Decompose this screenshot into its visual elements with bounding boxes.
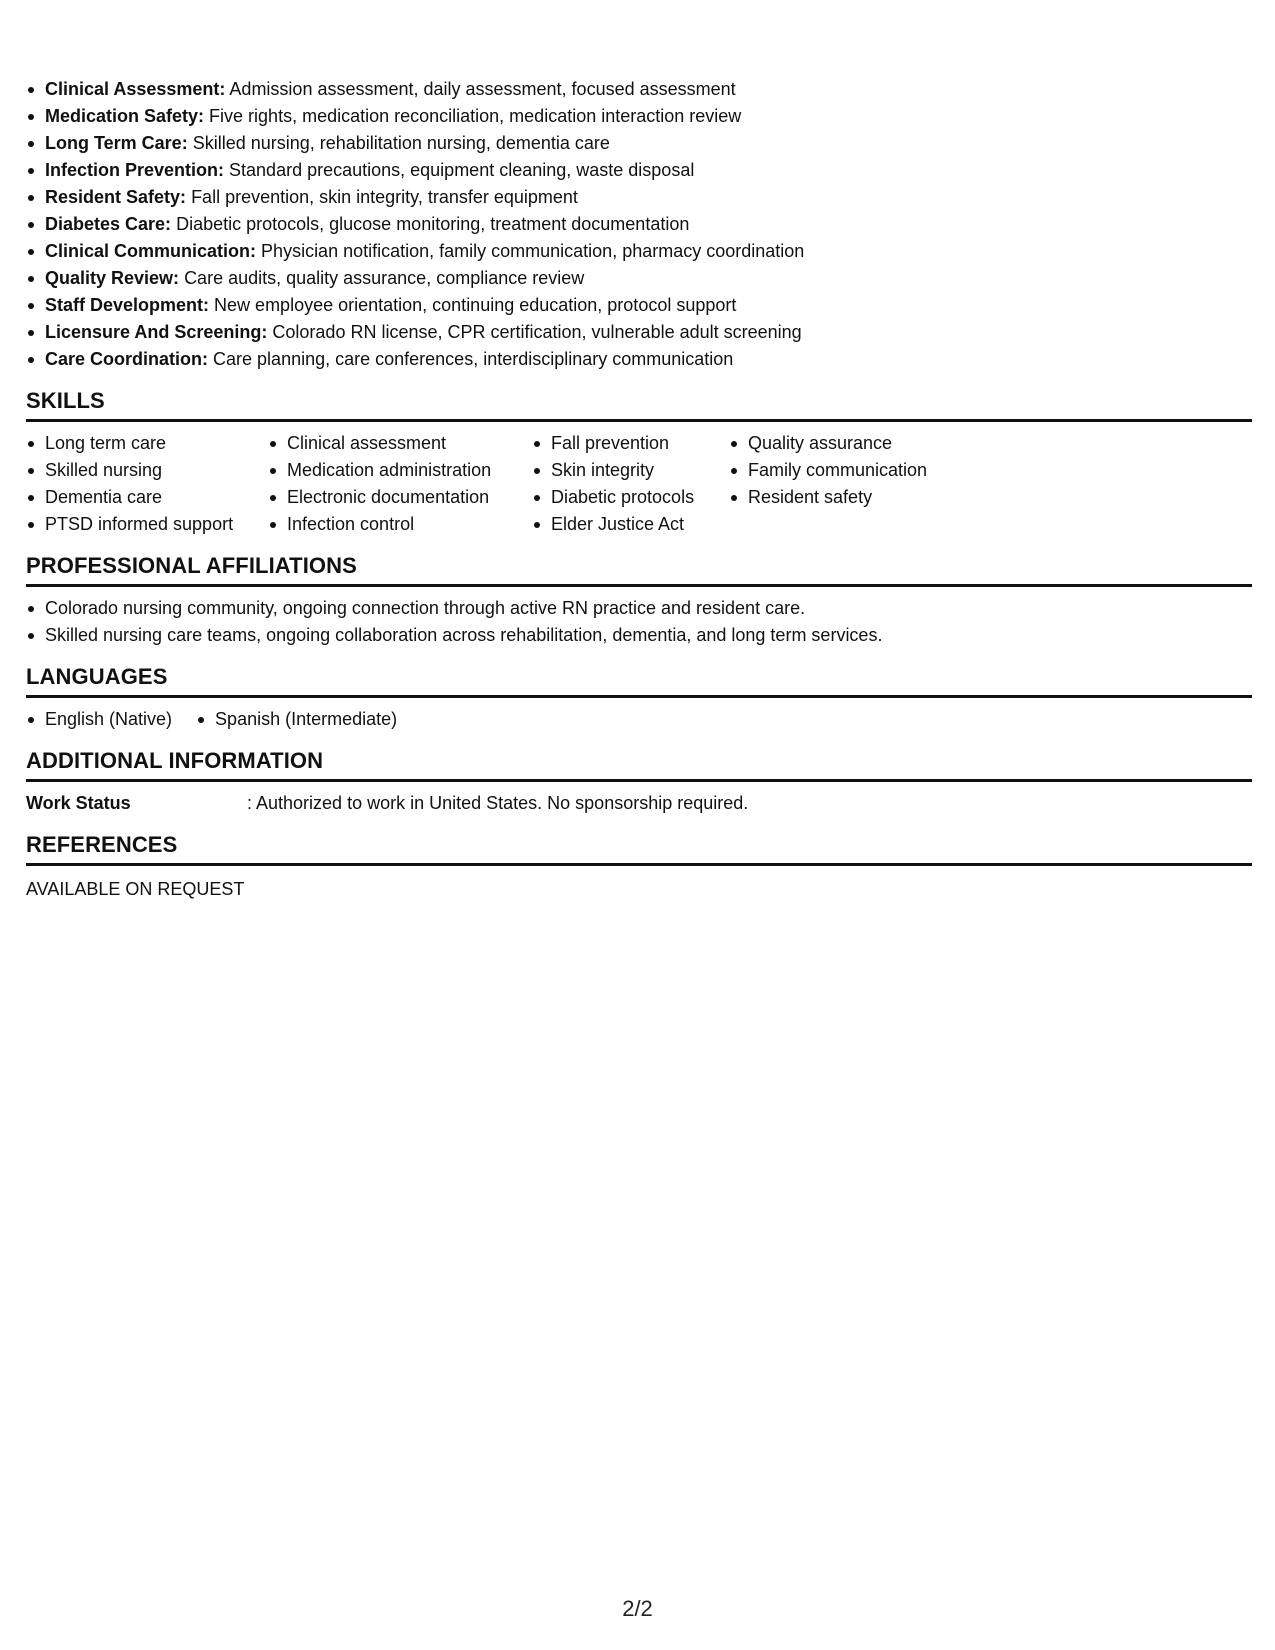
skills-heading: SKILLS <box>26 387 1252 422</box>
skill-item: Dementia care <box>26 484 268 511</box>
work-status-label: Work Status <box>26 793 131 813</box>
skills-section <box>26 387 1252 538</box>
skill-item: Clinical assessment <box>268 430 532 457</box>
affiliation-item: Skilled nursing care teams, ongoing collaboration across rehabilitation, dementia, and long term services. <box>26 622 1252 649</box>
skill-item: Quality assurance <box>729 430 989 457</box>
skill-item: Skilled nursing <box>26 457 268 484</box>
skill-item: Resident safety <box>729 484 989 511</box>
skills-grid <box>26 422 1252 538</box>
language-item: English (Native) <box>26 706 172 733</box>
skill-item: Family communication <box>729 457 989 484</box>
competency-item: Clinical Communication: Physician notification, family communication, pharmacy coordination <box>26 238 1252 265</box>
competency-item: Care Coordination: Care planning, care conferences, interdisciplinary communication <box>26 346 1252 373</box>
competency-item: Medication Safety: Five rights, medication reconciliation, medication interaction review <box>26 103 1252 130</box>
competency-item: Clinical Assessment: Admission assessment, daily assessment, focused assessment <box>26 76 1252 103</box>
page-number: 2/2 <box>622 1596 653 1621</box>
skill-item: Fall prevention <box>532 430 729 457</box>
work-status-row <box>26 782 1252 817</box>
references-heading: REFERENCES <box>26 831 1252 866</box>
skill-item: PTSD informed support <box>26 511 268 538</box>
skill-item: Diabetic protocols <box>532 484 729 511</box>
skills-column <box>26 430 268 538</box>
language-item: Spanish (Intermediate) <box>196 706 397 733</box>
skill-item: Elder Justice Act <box>532 511 729 538</box>
competencies-list <box>26 76 1252 373</box>
competency-item: Long Term Care: Skilled nursing, rehabilitation nursing, dementia care <box>26 130 1252 157</box>
work-status-value: : Authorized to work in United States. No sponsorship required. <box>247 793 749 813</box>
competency-item: Staff Development: New employee orientation, continuing education, protocol support <box>26 292 1252 319</box>
languages-heading: LANGUAGES <box>26 663 1252 698</box>
skills-column <box>268 430 532 538</box>
references-text: AVAILABLE ON REQUEST <box>26 879 245 899</box>
competency-item: Quality Review: Care audits, quality assurance, compliance review <box>26 265 1252 292</box>
skill-item: Infection control <box>268 511 532 538</box>
affiliations-heading: PROFESSIONAL AFFILIATIONS <box>26 552 1252 587</box>
competency-item: Infection Prevention: Standard precautions, equipment cleaning, waste disposal <box>26 157 1252 184</box>
skill-item: Long term care <box>26 430 268 457</box>
languages-section <box>26 663 1252 733</box>
languages-list <box>26 698 1252 733</box>
references-section <box>26 831 1252 903</box>
competency-item: Resident Safety: Fall prevention, skin integrity, transfer equipment <box>26 184 1252 211</box>
skill-item: Medication administration <box>268 457 532 484</box>
affiliations-list <box>26 587 1252 649</box>
resume-content <box>26 76 1252 903</box>
skills-column <box>729 430 989 538</box>
additional-info-section <box>26 747 1252 817</box>
affiliations-section <box>26 552 1252 649</box>
skill-item: Electronic documentation <box>268 484 532 511</box>
competency-item: Licensure And Screening: Colorado RN license, CPR certification, vulnerable adult screening <box>26 319 1252 346</box>
additional-info-heading: ADDITIONAL INFORMATION <box>26 747 1252 782</box>
affiliation-item: Colorado nursing community, ongoing connection through active RN practice and resident care. <box>26 595 1252 622</box>
skill-item: Skin integrity <box>532 457 729 484</box>
skills-column <box>532 430 729 538</box>
competency-item: Diabetes Care: Diabetic protocols, glucose monitoring, treatment documentation <box>26 211 1252 238</box>
